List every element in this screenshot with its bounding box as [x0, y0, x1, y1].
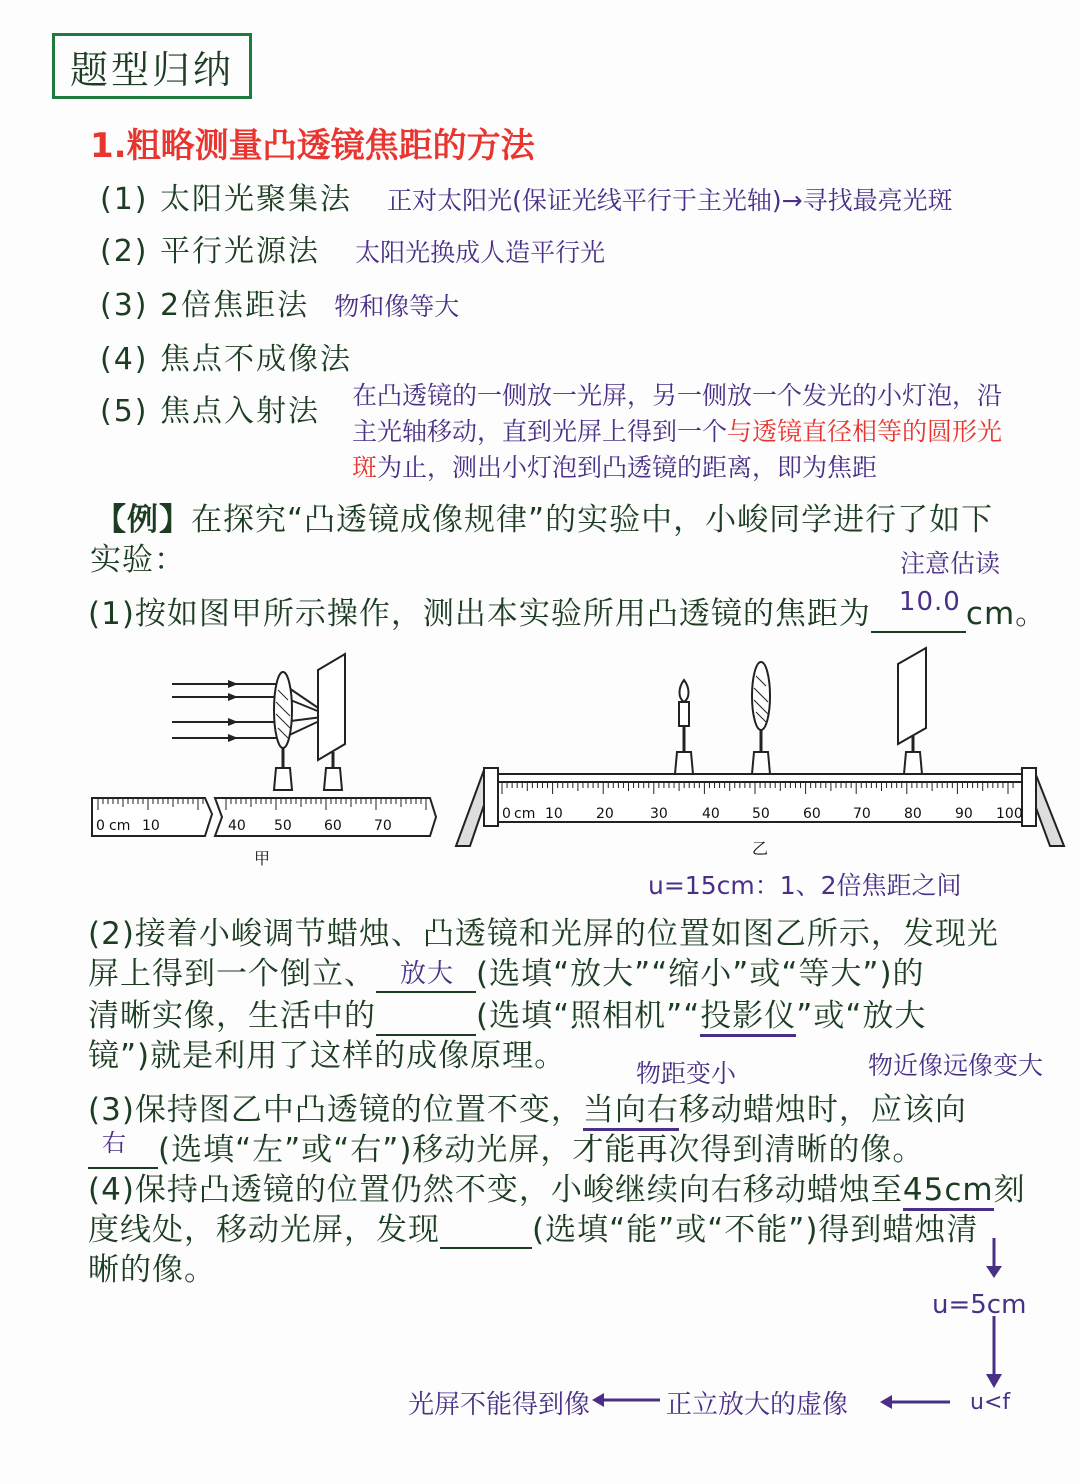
question-3-line-2: [88, 1124, 924, 1169]
ruler-yi-label-80: 80: [904, 806, 922, 822]
flow-condition: u<f: [970, 1390, 1011, 1415]
arrow-left-1: [880, 1395, 892, 1409]
question-4-line-3: 晰的像。: [88, 1252, 216, 1288]
figure-lens-experiments: [0, 640, 1080, 870]
method-2: [100, 226, 605, 270]
method-5-desc-line-3: [352, 448, 877, 484]
question-4-line-1: [88, 1164, 1026, 1209]
question-4-highlight: 45cm: [903, 1172, 994, 1211]
method-5-desc-line-1: 在凸透镜的一侧放一光屏，另一侧放一个发光的小灯泡，沿: [352, 381, 1003, 410]
ruler-jia-label-50: 50: [274, 818, 292, 834]
convex-lens: [752, 662, 770, 774]
method-5: [100, 386, 320, 430]
ruler-yi-label-100: 100: [996, 806, 1023, 822]
ruler-yi-label-60: 60: [803, 806, 821, 822]
question-2-answer-1: 放大: [400, 959, 455, 989]
flow-virtual-image: 正立放大的虚像: [666, 1390, 849, 1420]
method-5-desc-line-3-text: 为止，测出小灯泡到凸透镜的距离，即为焦距: [377, 453, 878, 482]
question-2-line-1: (2)接着小峻调节蜡烛、凸透镜和光屏的位置如图乙所示，发现光: [88, 916, 999, 952]
question-2-line-3-post: ”或“放大: [796, 998, 927, 1034]
page-title: 题型归纳: [69, 47, 234, 92]
question-1-answer: 10.0: [898, 587, 961, 617]
method-3-desc: 物和像等大: [334, 292, 460, 321]
question-1-text: (1)按如图甲所示操作，测出本实验所用凸透镜的焦距为: [88, 596, 871, 632]
question-2-line-3-mid: (选填“照相机”“: [476, 998, 701, 1034]
question-3-line-1-pre: (3)保持图乙中凸透镜的位置不变，: [88, 1092, 583, 1128]
method-5-highlight: 与透镜直径相等的圆形光: [727, 417, 1003, 446]
question-3-line-1-post: 移动蜡烛时，应该向: [678, 1092, 967, 1128]
ruler-jia-label-70: 70: [374, 818, 392, 834]
method-1-label: (1) 太阳光聚集法: [100, 182, 353, 217]
ruler-yi-unit: cm: [514, 806, 536, 822]
figure-jia-caption: 甲: [254, 849, 271, 868]
question-2-line-2-post: (选填“放大”“缩小”或“等大”)的: [476, 956, 925, 992]
question-2-line-2: [88, 948, 925, 993]
method-2-label: (2) 平行光源法: [100, 234, 321, 269]
flow-result: 光屏不能得到像: [408, 1390, 591, 1420]
method-3: [100, 280, 459, 324]
note-distance-smaller: 物距变小: [636, 1059, 737, 1088]
note-object-distance: u=15cm：1、2倍焦距之间: [648, 871, 962, 900]
question-2-line-3-pre: 清晰实像，生活中的: [88, 998, 376, 1034]
question-4-line-2-pre: 度线处，移动光屏，发现: [88, 1212, 440, 1248]
ruler-yi-label-20: 20: [596, 806, 614, 822]
candle: [675, 680, 693, 774]
ruler-jia-label-40: 40: [228, 818, 246, 834]
method-4-label: (4) 焦点不成像法: [100, 342, 353, 377]
ruler-jia-label-10: 10: [142, 818, 160, 834]
ruler-jia-unit: cm: [109, 818, 131, 834]
question-1-unit: cm。: [965, 596, 1048, 632]
method-1: [100, 174, 953, 218]
method-1-desc: 正对太阳光(保证光线平行于主光轴)→寻找最亮光斑: [387, 186, 953, 215]
light-screen: [898, 648, 926, 774]
note-image-larger: 物近像远像变大: [868, 1051, 1044, 1080]
question-3-line-1: [88, 1084, 967, 1129]
ruler-jia-label-0: 0: [96, 818, 105, 834]
method-3-label: (3) 2倍焦距法: [100, 288, 310, 323]
example-intro-text: 在探究“凸透镜成像规律”的实验中，小峻同学进行了如下: [191, 502, 994, 538]
question-2-blank-1: [376, 961, 476, 993]
method-5-desc-line-2: [352, 412, 1002, 448]
question-3-line-2-text: (选填“左”或“右”)移动光屏，才能再次得到清晰的像。: [158, 1132, 925, 1168]
question-1-blank: [871, 587, 966, 633]
ruler-yi-label-50: 50: [752, 806, 770, 822]
question-2-highlight: 投影仪: [700, 998, 796, 1037]
ruler-yi-label-30: 30: [650, 806, 668, 822]
question-4-line-1-post: 刻: [993, 1172, 1026, 1208]
arrow-left-2: [592, 1393, 604, 1407]
method-4: [100, 334, 352, 378]
ruler-jia-label-60: 60: [324, 818, 342, 834]
question-2-line-4: 镜”)就是利用了这样的成像原理。: [88, 1038, 567, 1074]
ruler-yi-label-40: 40: [702, 806, 720, 822]
ruler-yi-label-70: 70: [853, 806, 871, 822]
arrow-down-1: [986, 1266, 1002, 1278]
example-intro-line-2: 实验：: [90, 542, 186, 578]
ruler-yi-label-0: 0: [502, 806, 511, 822]
arrow-down-2: [986, 1374, 1002, 1388]
method-5-desc-line-2-text: 主光轴移动，直到光屏上得到一个: [352, 417, 728, 446]
example-intro-line-1: [95, 494, 993, 539]
question-3-answer: 右: [102, 1129, 127, 1157]
question-2-line-2-pre: 屏上得到一个倒立、: [88, 956, 376, 992]
method-5-highlight-2: 斑: [352, 453, 378, 482]
question-1: [88, 588, 1047, 633]
question-4-line-1-pre: (4)保持凸透镜的位置仍然不变，小峻继续向右移动蜡烛至: [88, 1172, 903, 1208]
ruler-yi-label-10: 10: [545, 806, 563, 822]
flow-u-value: u=5cm: [932, 1290, 1027, 1320]
method-heading: 1.粗略测量凸透镜焦距的方法: [90, 126, 535, 166]
method-5-label: (5) 焦点入射法: [100, 394, 321, 429]
example-tag: 【例】: [95, 502, 191, 538]
ruler-yi-label-90: 90: [955, 806, 973, 822]
figure-yi-caption: 乙: [752, 839, 769, 858]
figure-yi: [456, 648, 1064, 858]
section-title-box: [52, 33, 252, 99]
note-estimate: 注意估读: [900, 549, 1001, 578]
question-4-line-2-post: (选填“能”或“不能”)得到蜡烛清: [532, 1212, 979, 1248]
figure-jia: [92, 654, 436, 868]
question-3-highlight: 当向右: [583, 1092, 679, 1131]
method-2-desc: 太阳光换成人造平行光: [355, 238, 606, 267]
